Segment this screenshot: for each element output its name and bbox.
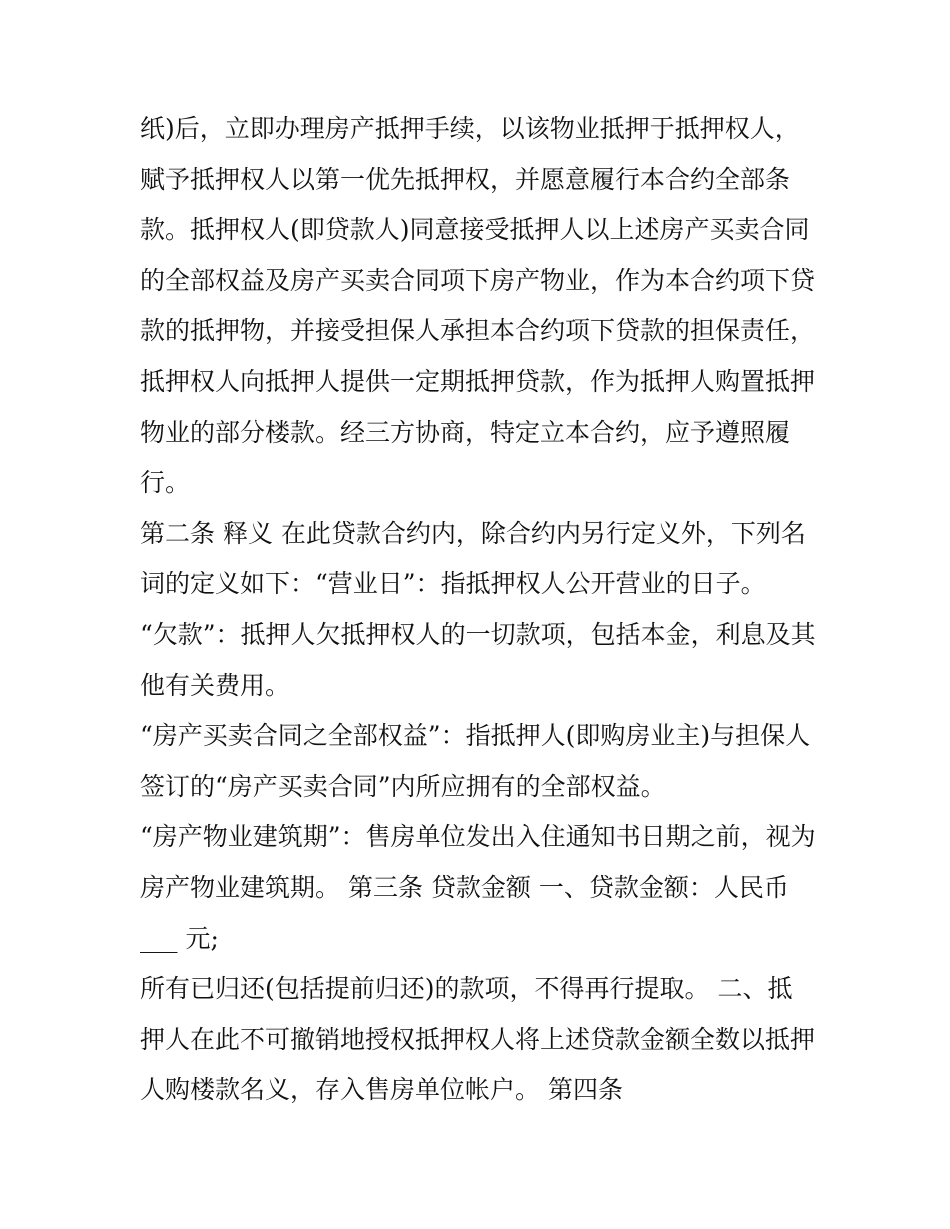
text-line: 纸)后，立即办理房产抵押手续，以该物业抵押于抵押权人， (140, 114, 800, 143)
text-line: 签订的“房产买卖合同”内所应拥有的全部权益。 (140, 771, 666, 801)
text-line: “房产物业建筑期”：售房单位发出入住通知书日期之前，视为 (140, 822, 816, 852)
text-line: 行。 (140, 468, 191, 498)
text-line: 词的定义如下：“营业日”：指抵押权人公开营业的日子。 (140, 569, 766, 599)
text-line: 款的抵押物，并接受担保人承担本合约项下贷款的担保责任， (140, 316, 816, 346)
text-line: 赋予抵押权人以第一优先抵押权，并愿意履行本合约全部条 (140, 164, 791, 194)
text-line: 押人在此不可撤销地授权抵押权人将上述贷款金额全数以抵押 (140, 1024, 816, 1054)
text-line: 抵押权人向抵押人提供一定期抵押贷款，作为抵押人购置抵押 (140, 366, 816, 396)
text-line: 他有关费用。 (140, 670, 291, 700)
text-line: 款。抵押权人(即贷款人)同意接受抵押人以上述房产买卖合同 (140, 215, 810, 245)
text-line: 房产物业建筑期。 第三条 贷款金额 一、贷款金额：人民币 (140, 872, 789, 902)
contract-text (140, 104, 820, 1116)
text-line: 所有已归还(包括提前归还)的款项，不得再行提取。 二、抵 (140, 974, 793, 1004)
text-line: 物业的部分楼款。经三方协商，特定立本合约，应予遵照履 (140, 417, 791, 447)
text-line: 第二条 释义 在此贷款合约内，除合约内另行定义外，下列名 (140, 518, 806, 548)
text-line: 的全部权益及房产买卖合同项下房产物业，作为本合约项下贷 (140, 265, 816, 295)
text-line: 人购楼款名义，存入售房单位帐户。 第四条 (140, 1075, 623, 1105)
text-line: ___ 元; (140, 923, 219, 953)
text-line: “房产买卖合同之全部权益”：指抵押人(即购房业主)与担保人 (140, 721, 811, 751)
text-line: “欠款”：抵押人欠抵押权人的一切款项，包括本金，利息及其 (140, 619, 816, 649)
